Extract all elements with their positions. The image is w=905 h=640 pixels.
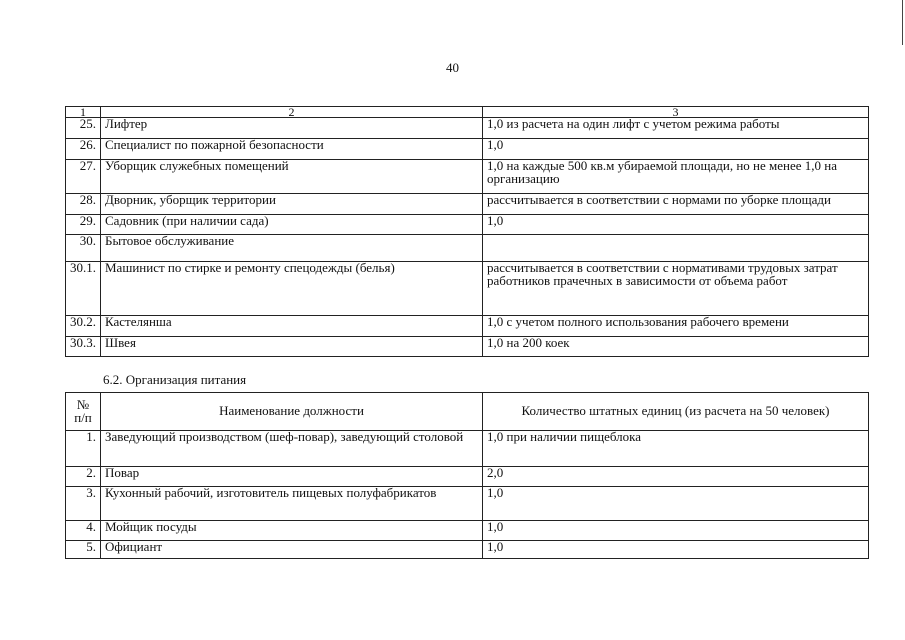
position-name: Бытовое обслуживание	[101, 235, 483, 262]
table-row	[66, 467, 869, 487]
position-name: Лифтер	[101, 118, 483, 139]
row-number: 30.1.	[66, 262, 101, 316]
position-name: Машинист по стирке и ремонту спецодежды (белья)	[101, 262, 483, 316]
column-number-1: 1	[66, 107, 101, 118]
staff-table-continued	[65, 106, 869, 357]
position-name: Мойщик посуды	[101, 521, 483, 541]
position-name: Специалист по пожарной безопасности	[101, 139, 483, 160]
table-row	[66, 160, 869, 194]
row-number: 25.	[66, 118, 101, 139]
staff-quantity: 1,0	[483, 541, 869, 559]
staff-quantity: 1,0	[483, 521, 869, 541]
staff-quantity	[483, 235, 869, 262]
position-name: Садовник (при наличии сада)	[101, 215, 483, 235]
position-name: Дворник, уборщик территории	[101, 194, 483, 215]
table-row	[66, 521, 869, 541]
staff-quantity: 1,0 на каждые 500 кв.м убираемой площади, но не менее 1,0 на организацию	[483, 160, 869, 194]
row-number: 3.	[66, 487, 101, 521]
scan-edge-line	[902, 0, 903, 45]
row-number: 30.2.	[66, 316, 101, 337]
row-number: 1.	[66, 431, 101, 467]
row-number: 28.	[66, 194, 101, 215]
position-name: Кухонный рабочий, изготовитель пищевых полуфабрикатов	[101, 487, 483, 521]
row-number: 26.	[66, 139, 101, 160]
header-position-name: Наименование должности	[101, 393, 483, 431]
column-number-3: 3	[483, 107, 869, 118]
staff-quantity: 2,0	[483, 467, 869, 487]
row-number: 30.3.	[66, 337, 101, 357]
position-name: Заведующий производством (шеф-повар), заведующий столовой	[101, 431, 483, 467]
staff-quantity: 1,0 на 200 коек	[483, 337, 869, 357]
row-number: 4.	[66, 521, 101, 541]
table-row	[66, 194, 869, 215]
table-row	[66, 541, 869, 559]
staff-quantity: 1,0 при наличии пищеблока	[483, 431, 869, 467]
row-number: 29.	[66, 215, 101, 235]
table-row	[66, 337, 869, 357]
page-number: 40	[446, 60, 459, 75]
section-title: 6.2. Организация питания	[103, 372, 247, 387]
position-name: Повар	[101, 467, 483, 487]
column-number-2: 2	[101, 107, 483, 118]
row-number: 27.	[66, 160, 101, 194]
header-number: № п/п	[66, 393, 101, 431]
table-row	[66, 235, 869, 262]
table-row	[66, 118, 869, 139]
staff-quantity: 1,0 с учетом полного использования рабочего времени	[483, 316, 869, 337]
table-row	[66, 139, 869, 160]
table-header-row	[66, 393, 869, 431]
staff-quantity: 1,0	[483, 215, 869, 235]
position-name: Кастелянша	[101, 316, 483, 337]
catering-staff-table	[65, 392, 869, 559]
position-name: Официант	[101, 541, 483, 559]
table-row	[66, 262, 869, 316]
row-number: 5.	[66, 541, 101, 559]
row-number: 2.	[66, 467, 101, 487]
header-staff-quantity: Количество штатных единиц (из расчета на 50 человек)	[483, 393, 869, 431]
staff-quantity: 1,0 из расчета на один лифт с учетом режима работы	[483, 118, 869, 139]
position-name: Уборщик служебных помещений	[101, 160, 483, 194]
staff-quantity: 1,0	[483, 139, 869, 160]
table-row	[66, 431, 869, 467]
position-name: Швея	[101, 337, 483, 357]
staff-quantity: рассчитывается в соответствии с нормативами трудовых затрат работников прачечных в зависимости от объема работ	[483, 262, 869, 316]
table-row	[66, 487, 869, 521]
staff-quantity: рассчитывается в соответствии с нормами по уборке площади	[483, 194, 869, 215]
table-row	[66, 316, 869, 337]
table-row	[66, 215, 869, 235]
row-number: 30.	[66, 235, 101, 262]
staff-quantity: 1,0	[483, 487, 869, 521]
